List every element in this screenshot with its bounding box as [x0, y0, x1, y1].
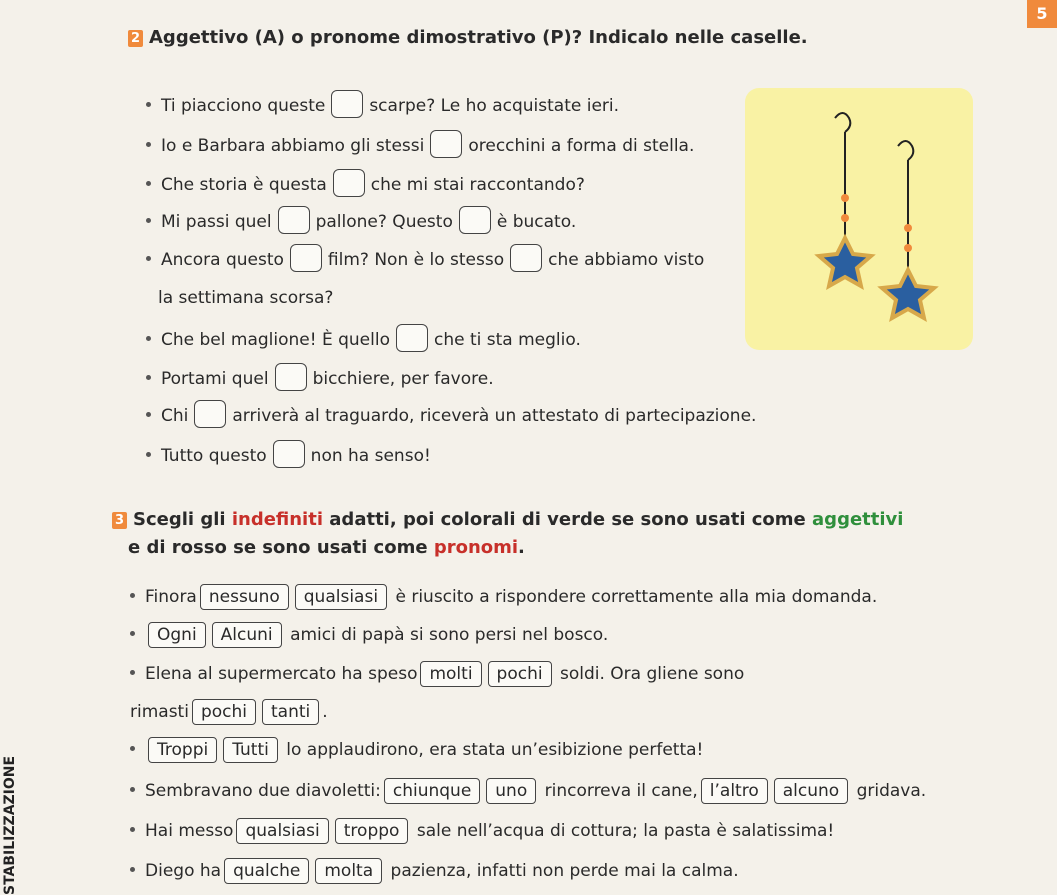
star-earrings-icon — [745, 88, 973, 350]
answer-box[interactable] — [278, 206, 310, 234]
option-word[interactable]: uno — [486, 778, 536, 804]
option-word[interactable]: Troppi — [148, 737, 217, 763]
section-sidebar — [0, 755, 20, 895]
option-word[interactable]: molta — [315, 858, 382, 884]
ex2-item-5: Ancora questo film? Non è lo stesso che abbiamo visto — [146, 246, 704, 274]
answer-box[interactable] — [290, 244, 322, 272]
option-word[interactable]: qualsiasi — [295, 584, 387, 610]
illustration-panel — [745, 88, 973, 350]
page-number: 5 — [1027, 0, 1057, 28]
exercise-3-number: 3 — [112, 512, 127, 529]
sidebar-label: STABILIZZAZIONE — [2, 755, 18, 895]
option-word[interactable]: pochi — [192, 699, 256, 725]
option-word[interactable]: qualche — [224, 858, 309, 884]
option-word[interactable]: chiunque — [384, 778, 480, 804]
ex2-item-1: Ti piacciono queste scarpe? Le ho acquistate ieri. — [146, 92, 619, 120]
ex3-item-4: Troppi Tutti lo applaudirono, era stata un’esibizione perfetta! — [130, 737, 703, 763]
answer-box[interactable] — [333, 169, 365, 197]
option-word[interactable]: alcuno — [774, 778, 848, 804]
ex3-item-1: Finora nessuno qualsiasi è riuscito a rispondere correttamente alla mia domanda. — [130, 584, 877, 610]
answer-box[interactable] — [331, 90, 363, 118]
ex2-item-3: Che storia è questa che mi stai raccontando? — [146, 171, 585, 199]
ex3-item-7: Diego ha qualche molta pazienza, infatti non perde mai la calma. — [130, 858, 739, 884]
answer-box[interactable] — [275, 363, 307, 391]
answer-box[interactable] — [273, 440, 305, 468]
exercise-2-number: 2 — [128, 30, 143, 47]
ex2-item-4: Mi passi quel pallone? Questo è bucato. — [146, 208, 576, 236]
ex3-item-3-continuation: rimasti pochi tanti . — [130, 699, 328, 725]
ex3-item-6: Hai messo qualsiasi troppo sale nell’acqua di cottura; la pasta è salatissima! — [130, 818, 834, 844]
option-word[interactable]: qualsiasi — [236, 818, 328, 844]
option-word[interactable]: nessuno — [200, 584, 289, 610]
exercise-3-title-line2: e di rosso se sono usati come pronomi. — [128, 537, 525, 558]
answer-box[interactable] — [194, 400, 226, 428]
option-word[interactable]: Ogni — [148, 622, 206, 648]
ex2-item-7: Portami quel bicchiere, per favore. — [146, 365, 494, 393]
option-word[interactable]: molti — [420, 661, 481, 687]
option-word[interactable]: tanti — [262, 699, 319, 725]
ex2-item-5-continuation: la settimana scorsa? — [158, 288, 334, 308]
ex2-item-8: Chi arriverà al traguardo, riceverà un attestato di partecipazione. — [146, 402, 756, 430]
option-word[interactable]: Alcuni — [212, 622, 282, 648]
option-word[interactable]: Tutti — [223, 737, 278, 763]
answer-box[interactable] — [396, 324, 428, 352]
option-word[interactable]: pochi — [488, 661, 552, 687]
ex3-item-2: Ogni Alcuni amici di papà si sono persi nel bosco. — [130, 622, 608, 648]
option-word[interactable]: troppo — [335, 818, 409, 844]
answer-box[interactable] — [510, 244, 542, 272]
ex2-item-6: Che bel maglione! È quello che ti sta meglio. — [146, 326, 581, 354]
ex3-item-3: Elena al supermercato ha speso molti pochi soldi. Ora gliene sono — [130, 661, 744, 687]
ex2-item-2: Io e Barbara abbiamo gli stessi orecchini a forma di stella. — [146, 132, 694, 160]
exercise-2-title: 2 Aggettivo (A) o pronome dimostrativo (P)? Indicalo nelle caselle. — [128, 26, 808, 50]
ex3-item-5: Sembravano due diavoletti: chiunque uno rincorreva il cane, l’altro alcuno gridava. — [130, 778, 926, 804]
answer-box[interactable] — [459, 206, 491, 234]
option-word[interactable]: l’altro — [701, 778, 768, 804]
ex2-item-9: Tutto questo non ha senso! — [146, 442, 431, 470]
exercise-3-title: 3 Scegli gli indefiniti adatti, poi colorali di verde se sono usati come aggettivi — [112, 508, 903, 532]
answer-box[interactable] — [430, 130, 462, 158]
